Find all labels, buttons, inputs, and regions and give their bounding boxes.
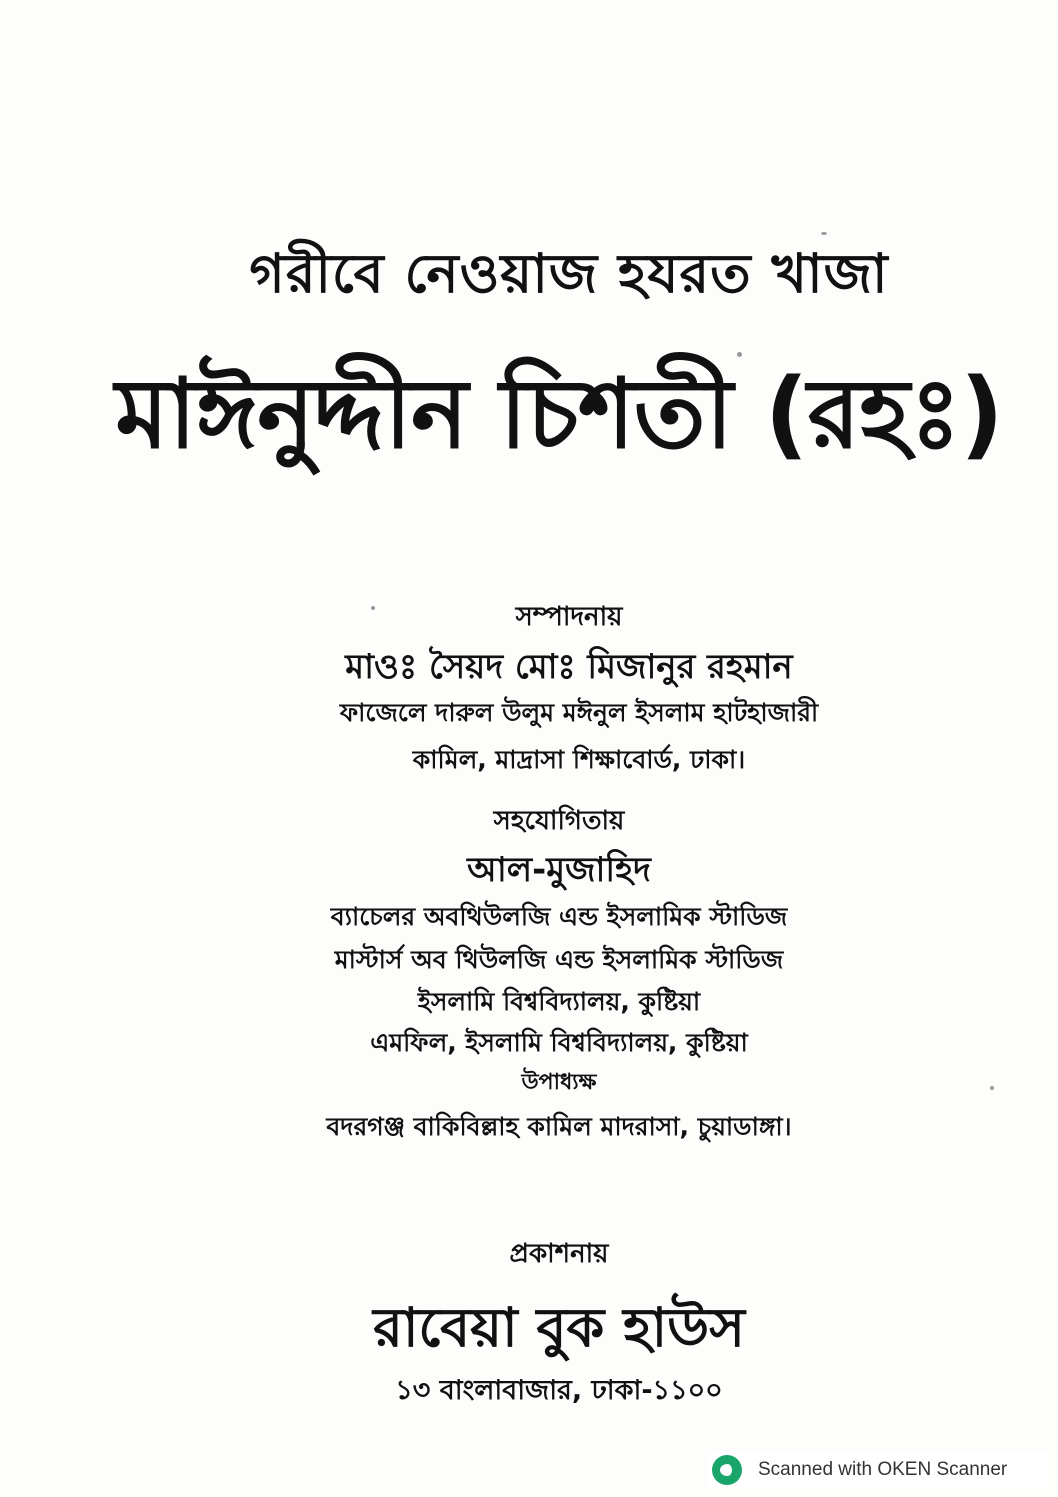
collaborator-name: আল-মুজাহিদ — [467, 850, 651, 890]
scan-speck — [371, 606, 375, 610]
editor-label: সম্পাদনায় — [515, 602, 623, 632]
scan-speck — [821, 232, 827, 235]
book-subtitle: গরীবে নেওয়াজ হযরত খাজা — [249, 242, 889, 305]
scan-speck — [990, 1086, 994, 1090]
oken-scanner-logo-icon — [712, 1455, 742, 1485]
publisher-address: ১৩ বাংলাবাজার, ঢাকা-১১০০ — [395, 1375, 723, 1406]
publisher-label: প্রকাশনায় — [509, 1239, 609, 1269]
scanner-watermark-text: Scanned with OKEN Scanner — [758, 1459, 1008, 1480]
publisher-name: রাবেয়া বুক হাউস — [373, 1296, 745, 1359]
collaborator-label: সহযোগিতায় — [493, 806, 625, 836]
scanner-watermark — [708, 1452, 1048, 1488]
collaborator-qualification-5: উপাধ্যক্ষ — [521, 1070, 597, 1095]
editor-name: মাওঃ সৈয়দ মোঃ মিজানুর রহমান — [345, 647, 793, 687]
collaborator-qualification-3: ইসলামি বিশ্ববিদ্যালয়, কুষ্টিয়া — [417, 987, 701, 1016]
collaborator-qualification-2: মাস্টার্স অব থিউলজি এন্ড ইসলামিক স্টাডিজ — [334, 945, 784, 974]
editor-qualification-2: কামিল, মাদ্রাসা শিক্ষাবোর্ড, ঢাকা। — [412, 745, 746, 774]
scan-speck — [737, 352, 742, 357]
editor-qualification-1: ফাজেলে দারুল উলুম মঈনুল ইসলাম হাটহাজারী — [339, 698, 819, 727]
collaborator-qualification-1: ব্যাচেলর অবথিউলজি এন্ড ইসলামিক স্টাডিজ — [330, 902, 788, 931]
book-title: মাঈনুদ্দীন চিশতী (রহঃ) — [115, 358, 1003, 470]
collaborator-qualification-4: এমফিল, ইসলামি বিশ্ববিদ্যালয়, কুষ্টিয়া — [370, 1028, 748, 1057]
collaborator-qualification-6: বদরগঞ্জ বাকিবিল্লাহ কামিল মাদরাসা, চুয়াডাঙ্গা। — [326, 1112, 792, 1141]
